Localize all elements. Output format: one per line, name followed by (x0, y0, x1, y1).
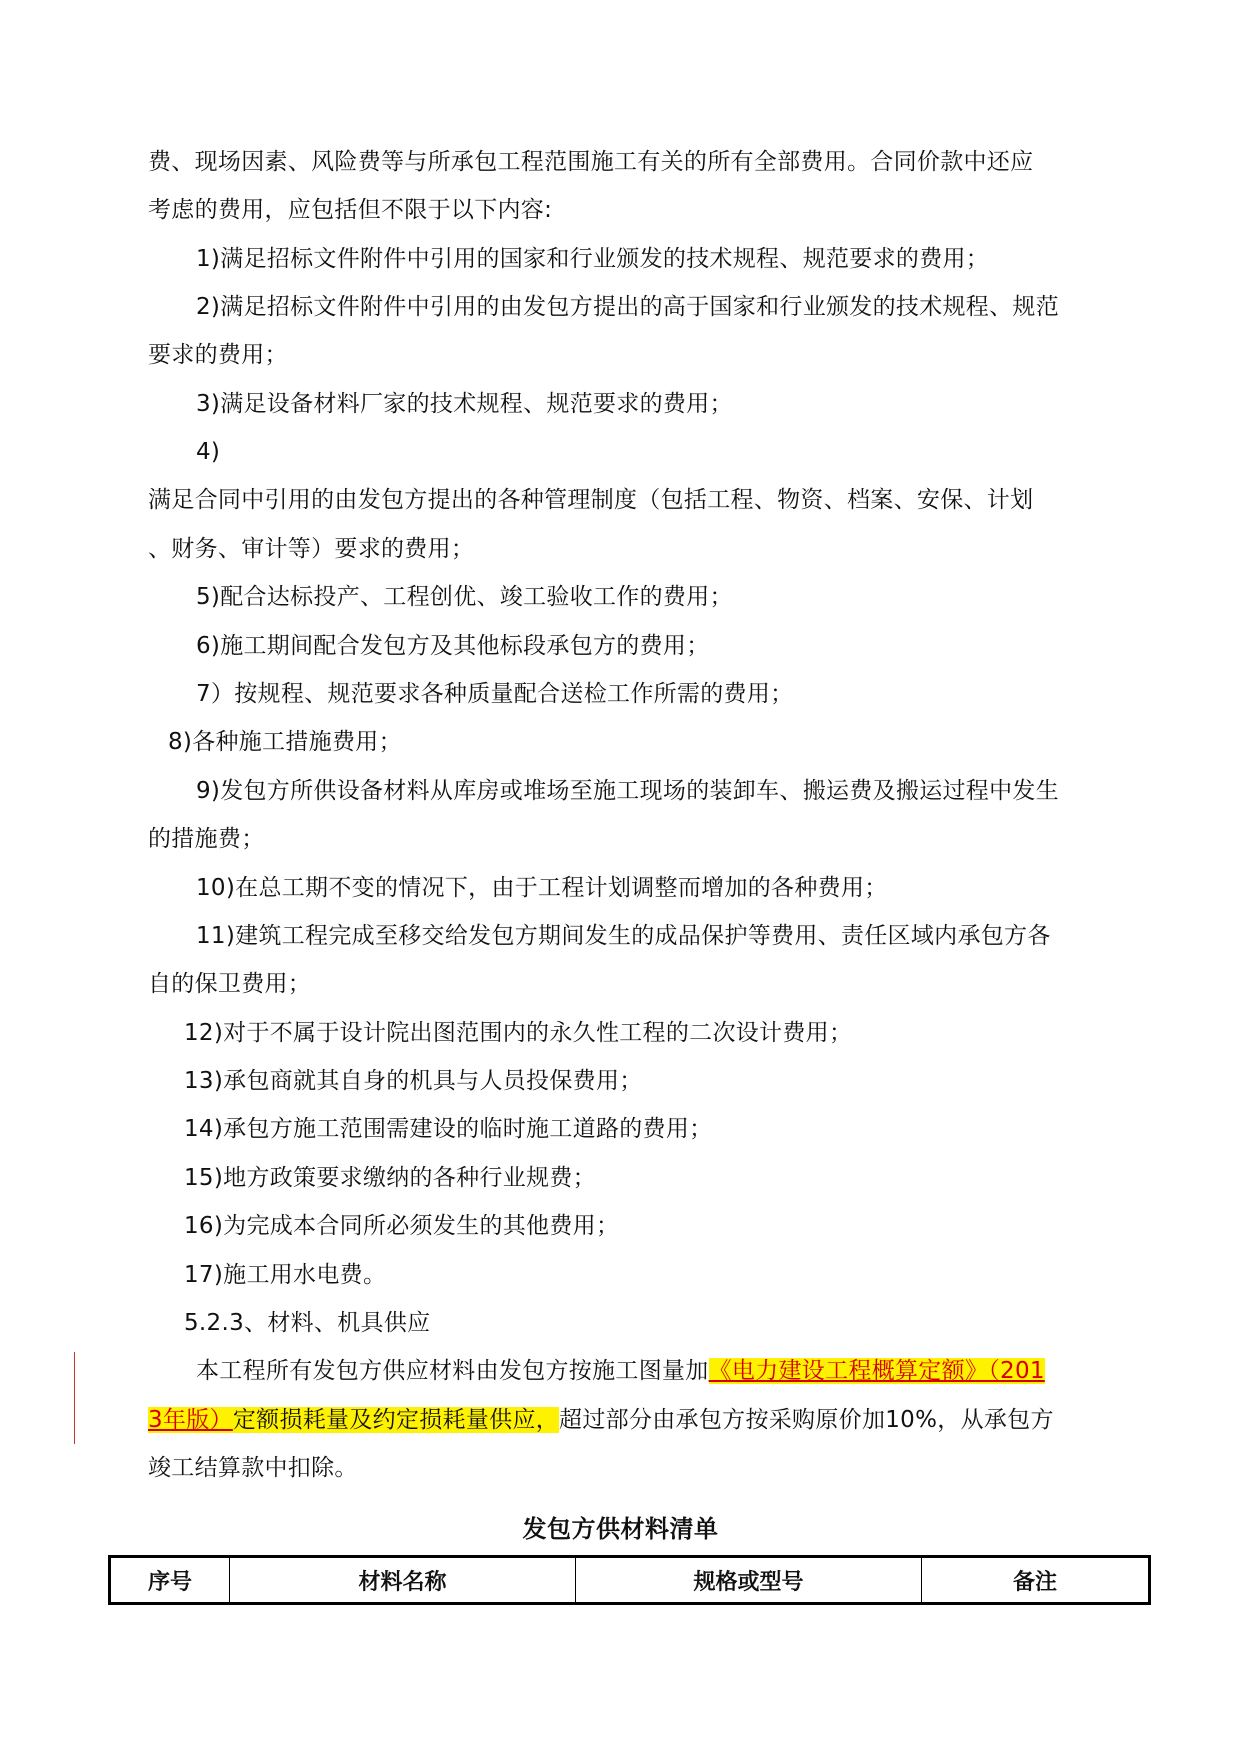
supply-text: 本工程所有发包方供应材料由发包方按施工图量加 (196, 1358, 709, 1384)
list-item: 11)建筑工程完成至移交给发包方期间发生的成品保护等费用、责任区域内承包方各 (196, 923, 1051, 949)
list-item: 1)满足招标文件附件中引用的国家和行业颁发的技术规程、规范要求的费用； (196, 246, 990, 272)
header-cell-material-name: 材料名称 (230, 1557, 576, 1604)
revision-change-bar (74, 1352, 75, 1444)
materials-table (108, 1555, 1151, 1605)
supply-paragraph-line-1 (196, 1355, 1045, 1387)
supply-text: 超过部分由承包方按采购原价加10%，从承包方 (559, 1407, 1054, 1433)
highlighted-quota-reference: 《电力建设工程概算定额》（201 (708, 1358, 1045, 1384)
table-title: 发包方供材料清单 (522, 1515, 719, 1543)
list-item: 12)对于不属于设计院出图范围内的永久性工程的二次设计费用； (184, 1020, 853, 1046)
table-header-row (110, 1557, 1150, 1604)
header-cell-remarks: 备注 (922, 1557, 1150, 1604)
list-item: 7）按规程、规范要求各种质量配合送检工作所需的费用； (196, 681, 794, 707)
list-item: 15)地方政策要求缴纳的各种行业规费； (184, 1165, 596, 1191)
list-item: 6)施工期间配合发包方及其他标段承包方的费用； (196, 633, 710, 659)
list-item-number: 4) (196, 439, 221, 465)
list-item: 14)承包方施工范围需建设的临时施工道路的费用； (184, 1116, 713, 1142)
list-item: 10)在总工期不变的情况下，由于工程计划调整而增加的各种费用； (196, 875, 888, 901)
list-item: 满足合同中引用的由发包方提出的各种管理制度（包括工程、物资、档案、安保、计划 (148, 487, 1034, 513)
header-cell-index: 序号 (110, 1557, 230, 1604)
list-item: 16)为完成本合同所必须发生的其他费用； (184, 1213, 620, 1239)
list-item-continuation: 的措施费； (148, 826, 265, 852)
list-item: 5)配合达标投产、工程创优、竣工验收工作的费用； (196, 584, 733, 610)
list-item-continuation: 要求的费用； (148, 342, 288, 368)
header-cell-spec-model: 规格或型号 (576, 1557, 922, 1604)
list-item-continuation: 、财务、审计等）要求的费用； (148, 536, 475, 562)
list-item: 8)各种施工措施费用； (168, 729, 402, 755)
section-heading: 5.2.3、材料、机具供应 (184, 1310, 431, 1336)
paragraph-line: 费、现场因素、风险费等与所承包工程范围施工有关的所有全部费用。合同价款中还应 (148, 149, 1034, 175)
list-item: 17)施工用水电费。 (184, 1262, 387, 1288)
supply-paragraph-line-3: 竣工结算款中扣除。 (148, 1455, 358, 1481)
list-item: 13)承包商就其自身的机具与人员投保费用； (184, 1068, 643, 1094)
highlighted-quota-year: 3年版） (148, 1407, 233, 1433)
highlighted-loss-quantity: 定额损耗量及约定损耗量供应， (232, 1407, 560, 1433)
paragraph-line: 考虑的费用，应包括但不限于以下内容: (148, 197, 553, 223)
list-item-continuation: 自的保卫费用； (148, 971, 312, 997)
list-item: 2)满足招标文件附件中引用的由发包方提出的高于国家和行业颁发的技术规程、规范 (196, 294, 1060, 320)
supply-paragraph-line-2 (148, 1404, 1054, 1436)
list-item: 9)发包方所供设备材料从库房或堆场至施工现场的装卸车、搬运费及搬运过程中发生 (196, 778, 1060, 804)
list-item: 3)满足设备材料厂家的技术规程、规范要求的费用； (196, 391, 733, 417)
